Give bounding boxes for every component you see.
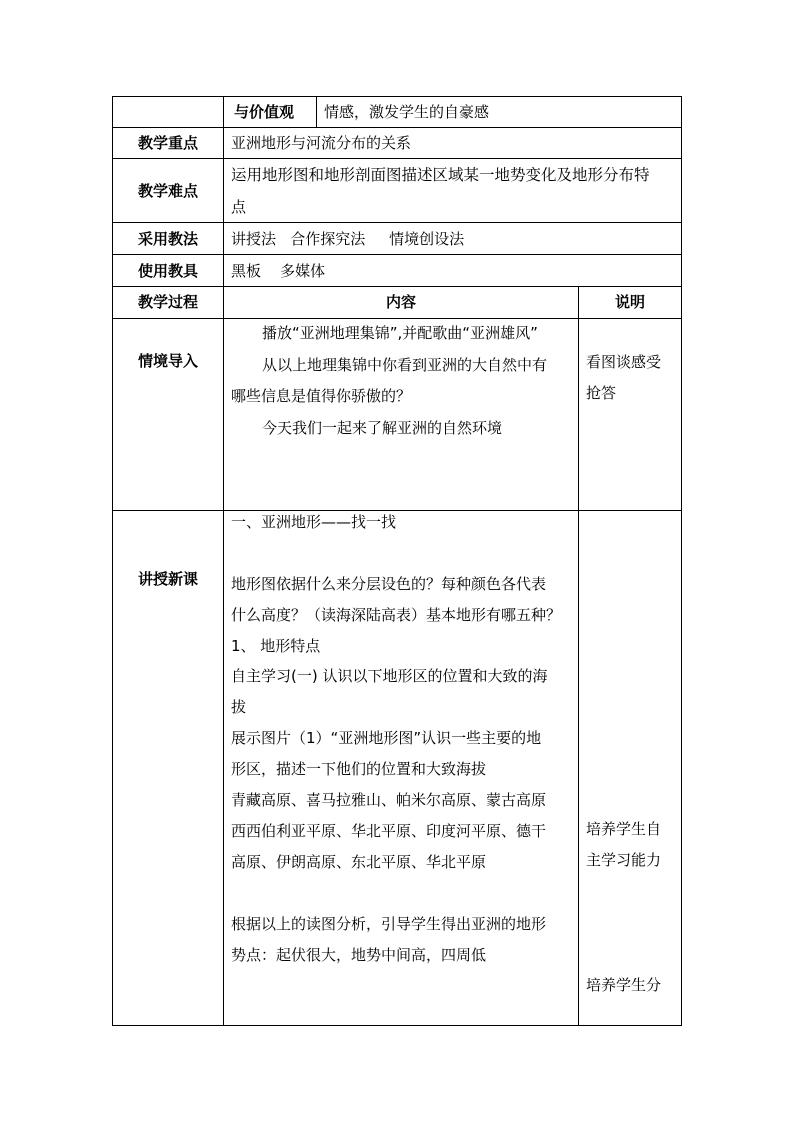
row-divider	[112, 318, 682, 319]
lecture-label: 讲授新课	[137, 570, 198, 588]
row-divider	[112, 127, 682, 128]
lecture-line: 青藏高原、喜马拉雅山、帕米尔高原、蒙古高原	[231, 791, 547, 809]
lecture-line: 一、亚洲地形——找一找	[231, 513, 397, 531]
column-divider	[316, 96, 317, 128]
lecture-line: 拔	[231, 698, 247, 716]
lecture-line: 形区，描述一下他们的位置和大致海拔	[231, 760, 487, 778]
tools-label: 使用教具	[137, 262, 198, 280]
lecture-line: 自主学习(一) 认识以下地形区的位置和大致的海	[231, 667, 548, 685]
values-label: 与价值观	[234, 103, 295, 121]
content-header: 内容	[385, 293, 416, 311]
lecture-line: 根据以上的读图分析，引导学生得出亚洲的地形	[231, 915, 547, 933]
lecture-note-line: 培养学生分	[586, 976, 662, 994]
row-divider	[112, 286, 682, 287]
row-divider	[112, 510, 682, 511]
method-label: 采用教法	[137, 230, 198, 248]
method-text: 讲授法 合作探究法 情境创设法	[231, 230, 465, 248]
intro-line: 从以上地理集锦中你看到亚洲的大自然中有	[262, 356, 548, 374]
lecture-line: 高原、伊朗高原、东北平原、华北平原	[231, 853, 487, 871]
column-divider	[223, 96, 224, 1026]
lecture-line: 西西伯利亚平原、华北平原、印度河平原、德干	[231, 822, 547, 840]
note-header: 说明	[614, 293, 645, 311]
table-border-top	[112, 96, 682, 97]
intro-note-line: 抢答	[586, 384, 617, 402]
tools-text: 黑板 多媒体	[231, 262, 326, 280]
table-border-right	[681, 96, 682, 1026]
values-text: 情感，激发学生的自豪感	[324, 103, 490, 121]
lecture-note-line: 培养学生自	[586, 820, 662, 838]
difficulty-text-line: 运用地形图和地形剖面图描述区域某一地势变化及地形分布特	[231, 166, 650, 184]
row-divider	[112, 222, 682, 223]
intro-note-line: 看图谈感受	[586, 353, 662, 371]
table-border-bottom	[112, 1025, 682, 1026]
lecture-line: 什么高度？（读海深陆高表）基本地形有哪五种？	[231, 606, 562, 624]
difficulty-text-line: 点	[231, 198, 247, 216]
key-point-text: 亚洲地形与河流分布的关系	[231, 134, 412, 152]
row-divider	[112, 254, 682, 255]
difficulty-label: 教学难点	[137, 182, 198, 200]
lecture-line: 势点：起伏很大，地势中间高，四周低	[231, 946, 487, 964]
process-header: 教学过程	[137, 293, 198, 311]
column-divider	[578, 286, 579, 1026]
lecture-line: 展示图片（1）“亚洲地形图”认识一些主要的地	[231, 729, 542, 747]
intro-line: 哪些信息是值得你骄傲的？	[231, 387, 412, 405]
intro-line: 今天我们一起来了解亚洲的自然环境	[262, 419, 503, 437]
row-divider	[112, 158, 682, 159]
lecture-line: 1、 地形特点	[231, 637, 321, 655]
lecture-line: 地形图依据什么来分层设色的？每种颜色各代表	[231, 575, 547, 593]
intro-label: 情境导入	[137, 352, 198, 370]
lecture-note-line: 主学习能力	[586, 851, 662, 869]
key-point-label: 教学重点	[137, 134, 198, 152]
intro-line: 播放“亚洲地理集锦”,并配歌曲“亚洲雄风”	[262, 324, 538, 342]
